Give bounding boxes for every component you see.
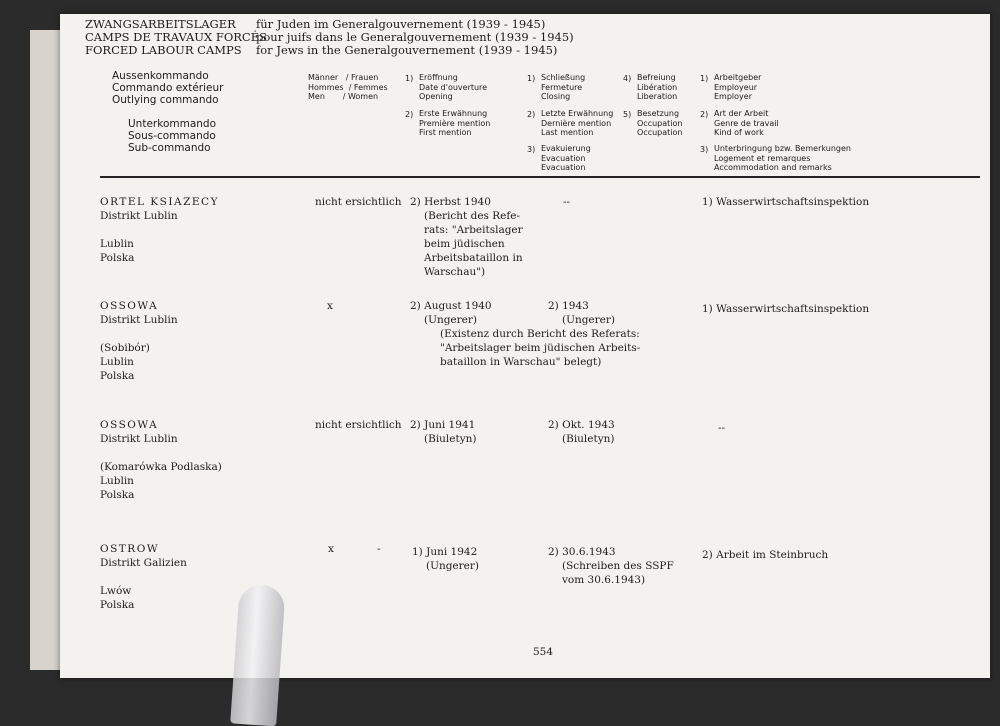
entry-employer: 1) Wasserwirtschaftsinspektion xyxy=(702,196,870,208)
book-page: ZWANGSARBEITSLAGER CAMPS DE TRAVAUX FORCÉS FORCED LABOUR CAMPS für Juden im Generalgouvernement (1939 - 1945) pour juifs dans le Generalgouvernement (1939 - 1945) for Jews in the Generalgouvernement (1939 - 1945) Aussenkommando Commando extérieur Outlying commando Unterkommando Sous-commando Sub-commando Männer / Frauen Hommes / Femmes Men / Women 1) Eröffnung Date d'ouverture Opening 2) Erste Erwähnung Première mention First mention 1) Schließung Fermeture Closing 2) Letzte Erwähnung Dernière mention Last mention 3) Evakuierung Evacuation Evacuation 4) Befreiung Libération Liberation 5) Besetzung Occupation Occupation 1) Arbeitgeber Employeur Employer 2) Art der Arbeit Genre de travail Kind of work 3) Unterbringung bzw. Bemerkungen Logement et remarques Accommodation and remarks ORTEL KSIAZECY Distrikt Lublin Lublin Polska nicht ersichtlich 2) Herbst 1940 (Bericht des Refe- rats: "Arbeitslager beim jüdischen Arbeitsbataillon in Warschau") -- 1) Wasserwirtschaftsinspektion OSSOWA Distrikt Lublin (Sobibór) Lublin Polska x 2) August 1940 (Ungerer) (Existenz durch Bericht des Referats: "Arbeitslager beim jüdischen Arbeits- bataillon in Warschau" belegt) 2) 1943 (Ungerer) 1) Wasserwirtschaftsinspektion OSSOWA Distrikt Lublin (Komarówka Podlaska) Lublin Polska nicht ersichtlich 2) Juni 1941 (Biuletyn) 2) Okt. 1943 (Biuletyn) -- OSTROW Distrikt Galizien Lwów Polska x - 1) Juni 1942 (Ungerer) 2) 30.6.1943 (Schreiben des SSPF vom 30.6.1943) 2) Arbeit im Steinbruch 554 xyxy=(60,14,990,678)
title-fr: CAMPS DE TRAVAUX FORCÉS xyxy=(85,30,267,44)
entry-gender: nicht ersichtlich xyxy=(315,196,402,208)
sub-de: Unterkommando xyxy=(128,118,216,130)
header-outlying xyxy=(112,70,223,106)
subtitle-en: for Jews in the Generalgouvernement (1939 - 1945) xyxy=(256,43,558,57)
entry-opening: 2) August 1940 (Ungerer) xyxy=(410,300,492,326)
header-rule xyxy=(100,176,980,178)
entry-gender-dash: - xyxy=(377,543,381,555)
entry-gender: x xyxy=(327,300,333,312)
header-subtitle xyxy=(256,18,574,57)
header-opening: Eröffnung Date d'ouverture Opening xyxy=(419,73,488,101)
outlying-fr: Commando extérieur xyxy=(112,82,224,94)
header-evacuation: Evakuierung Evacuation Evacuation xyxy=(541,144,591,172)
entry-closing: 2) 1943 (Ungerer) xyxy=(548,300,615,326)
entry-gender: nicht ersichtlich xyxy=(315,419,402,431)
outlying-de: Aussenkommando xyxy=(112,70,209,82)
header-closing: Schließung Fermeture Closing xyxy=(541,73,586,101)
entry-gender: x xyxy=(328,543,334,555)
entry-employer: 1) Wasserwirtschaftsinspektion xyxy=(702,303,870,315)
entry-closing: 2) 30.6.1943 (Schreiben des SSPF vom 30.6.1943) xyxy=(548,546,674,586)
header-first-mention: Erste Erwähnung Première mention First mention xyxy=(419,109,491,137)
subtitle-fr: pour juifs dans le Generalgouvernement (1939 - 1945) xyxy=(256,30,574,44)
header-employer: Arbeitgeber Employeur Employer xyxy=(714,73,762,101)
entry-opening: 2) Herbst 1940 (Bericht des Refe- rats: "Arbeitslager beim jüdischen Arbeitsbataillon in Warschau") xyxy=(410,196,523,278)
entry-opening-note: (Existenz durch Bericht des Referats: "Arbeitslager beim jüdischen Arbeits- bataillon in Warschau" belegt) xyxy=(440,328,641,368)
entry-place: OSTROW Distrikt Galizien Lwów Polska xyxy=(100,543,187,611)
sub-en: Sub-commando xyxy=(128,142,211,154)
header-sub xyxy=(128,118,216,154)
header-occupation: Besetzung Occupation Occupation xyxy=(637,109,683,137)
header-kind-of-work: Art der Arbeit Genre de travail Kind of work xyxy=(714,109,779,137)
header-gender: Männer / Frauen Hommes / Femmes Men / Women xyxy=(308,73,388,101)
entry-closing: 2) Okt. 1943 (Biuletyn) xyxy=(548,419,615,445)
outlying-en: Outlying commando xyxy=(112,94,219,106)
entry-place: OSSOWA Distrikt Lublin (Sobibór) Lublin Polska xyxy=(100,300,178,382)
entry-closing: -- xyxy=(563,196,571,208)
sub-fr: Sous-commando xyxy=(128,130,216,142)
title-en: FORCED LABOUR CAMPS xyxy=(85,43,242,57)
header-title xyxy=(85,18,267,57)
page-number: 554 xyxy=(533,646,554,658)
title-de: ZWANGSARBEITSLAGER xyxy=(85,17,236,31)
header-last-mention: Letzte Erwähnung Dernière mention Last mention xyxy=(541,109,614,137)
entry-employer: -- xyxy=(718,422,726,434)
page-holder-clip xyxy=(230,584,286,726)
header-accommodation: Unterbringung bzw. Bemerkungen Logement et remarques Accommodation and remarks xyxy=(714,144,851,172)
entry-employer: 2) Arbeit im Steinbruch xyxy=(702,549,829,561)
header-liberation: Befreiung Libération Liberation xyxy=(637,73,678,101)
entry-opening: 2) Juni 1941 (Biuletyn) xyxy=(410,419,477,445)
entry-place: ORTEL KSIAZECY Distrikt Lublin Lublin Polska xyxy=(100,196,220,264)
entry-place: OSSOWA Distrikt Lublin (Komarówka Podlaska) Lublin Polska xyxy=(100,419,222,501)
subtitle-de: für Juden im Generalgouvernement (1939 - 1945) xyxy=(256,17,546,31)
entry-opening: 1) Juni 1942 (Ungerer) xyxy=(412,546,479,572)
